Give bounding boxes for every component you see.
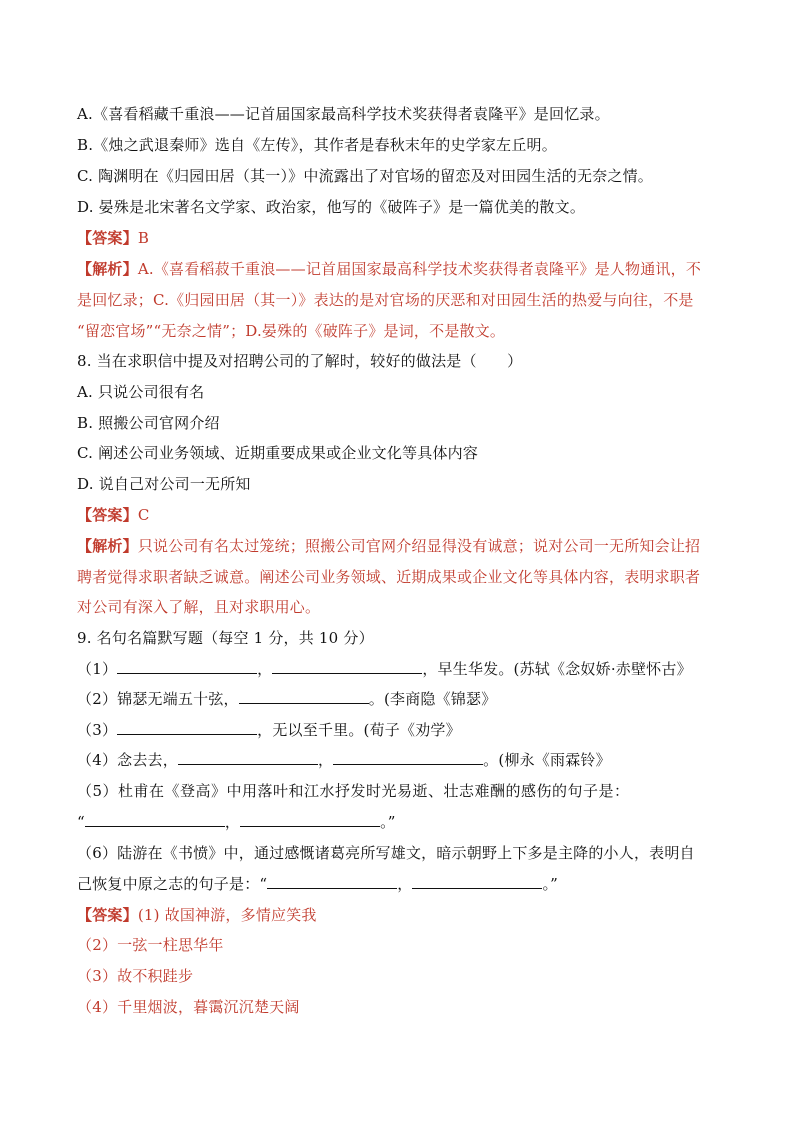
- q9-answer-line-4: （4）千里烟波，暮霭沉沉楚天阔: [77, 998, 300, 1016]
- separator: ，: [397, 875, 413, 893]
- item-number: （3）: [77, 721, 118, 739]
- q9-stem: 9. 名句名篇默写题（每空 1 分，共 10 分）: [77, 629, 374, 647]
- answer-value: C: [137, 506, 150, 524]
- quote-close: 。”: [380, 813, 396, 831]
- q8-stem: 8. 当在求职信中提及对招聘公司的了解时，较好的做法是（ ）: [77, 352, 523, 370]
- fill-blank[interactable]: [117, 659, 257, 674]
- q9-item-1: [77, 659, 692, 679]
- separator: ，: [224, 813, 241, 831]
- q8-analysis-line-1: [77, 536, 700, 556]
- item-tail: 。(柳永《雨霖铃》: [483, 751, 611, 769]
- fill-blank[interactable]: [272, 659, 422, 674]
- answer-tag: 【答案】: [77, 229, 138, 247]
- q7-option-c: C. 陶渊明在《归园田居（其一）》中流露出了对官场的留恋及对田园生活的无奈之情。: [77, 167, 653, 185]
- fill-blank[interactable]: [412, 874, 542, 889]
- item-text: （2）锦瑟无端五十弦，: [77, 690, 239, 708]
- fill-blank[interactable]: [240, 812, 380, 827]
- answer-value: B: [137, 229, 150, 247]
- quote-open: “: [77, 813, 85, 831]
- answer-text: (1) 故国神游，多情应笑我: [137, 906, 317, 924]
- item-text: （4）念去去，: [77, 751, 178, 769]
- answer-tag: 【答案】: [77, 906, 138, 924]
- fill-blank[interactable]: [85, 812, 225, 827]
- q7-option-d: D. 晏殊是北宋著名文学家、政治家，他写的《破阵子》是一篇优美的散文。: [77, 198, 586, 216]
- q8-option-b: B. 照搬公司官网介绍: [77, 414, 220, 432]
- q7-option-b: B.《烛之武退秦师》选自《左传》，其作者是春秋末年的史学家左丘明。: [77, 136, 557, 154]
- fill-blank[interactable]: [239, 689, 369, 704]
- analysis-text: 只说公司有名太过笼统；照搬公司官网介绍显得没有诚意；说对公司一无所知会让招: [137, 537, 701, 555]
- item-tail: ，早生华发。(苏轼《念奴娇·赤壁怀古》: [422, 660, 692, 678]
- q9-item-6-line-1: （6）陆游在《书愤》中，通过感慨诸葛亮所写雄文，暗示朝野上下多是主降的小人，表明自: [77, 844, 695, 862]
- q8-option-a: A. 只说公司很有名: [77, 383, 205, 401]
- fill-blank[interactable]: [117, 720, 257, 735]
- q9-answer-line-2: （2）一弦一柱思华年: [77, 936, 224, 954]
- quote-close: 。”: [542, 875, 559, 893]
- q8-option-c: C. 阐述公司业务领域、近期重要成果或企业文化等具体内容: [77, 444, 479, 462]
- answer-tag: 【答案】: [77, 506, 138, 524]
- q7-analysis-line-3: “留恋官场”“无奈之情”；D.晏殊的《破阵子》是词，不是散文。: [77, 322, 506, 340]
- q7-answer: [77, 228, 149, 248]
- item-number: （1）: [77, 660, 118, 678]
- q9-item-6-line-2: [77, 874, 558, 894]
- q7-analysis-line-2: 是回忆录；C.《归园田居（其一）》表达的是对官场的厌恶和对田园生活的热爱与向往，不是: [77, 291, 694, 309]
- q9-item-3: [77, 720, 461, 740]
- item-tail: ，无以至千里。(荀子《劝学》: [257, 721, 461, 739]
- q8-analysis-line-2: 聘者觉得求职者缺乏诚意。阐述公司业务领域、近期成果或企业文化等具体内容，表明求职者: [77, 568, 701, 586]
- q9-item-5-line-2: [77, 812, 396, 832]
- q8-option-d: D. 说自己对公司一无所知: [77, 475, 251, 493]
- analysis-text: A.《喜看稻菽千重浪——记首届国家最高科学技术奖获得者袁隆平》是人物通讯，不: [137, 260, 702, 278]
- analysis-tag: 【解析】: [77, 537, 138, 555]
- separator: ，: [317, 751, 334, 769]
- item-text: 己恢复中原之志的句子是：“: [77, 875, 268, 893]
- q7-option-a: A.《喜看稻藏千重浪——记首届国家最高科学技术奖获得者袁隆平》是回忆录。: [77, 105, 610, 123]
- fill-blank[interactable]: [333, 750, 483, 765]
- q9-item-5-line-1: （5）杜甫在《登高》中用落叶和江水抒发时光易逝、壮志难酬的感伤的句子是：: [77, 782, 630, 800]
- q8-analysis-line-3: 对公司有深入了解，且对求职用心。: [77, 598, 321, 616]
- separator: ，: [257, 660, 273, 678]
- q7-analysis-line-1: [77, 259, 701, 279]
- q9-item-2: [77, 689, 496, 709]
- q8-answer: [77, 505, 150, 525]
- q9-answer-line-3: （3）故不积跬步: [77, 967, 194, 985]
- fill-blank[interactable]: [178, 750, 318, 765]
- analysis-tag: 【解析】: [77, 260, 138, 278]
- item-tail: 。(李商隐《锦瑟》: [368, 690, 497, 708]
- q9-item-4: [77, 750, 611, 770]
- fill-blank[interactable]: [267, 874, 397, 889]
- q9-answer-line-1: [77, 905, 317, 925]
